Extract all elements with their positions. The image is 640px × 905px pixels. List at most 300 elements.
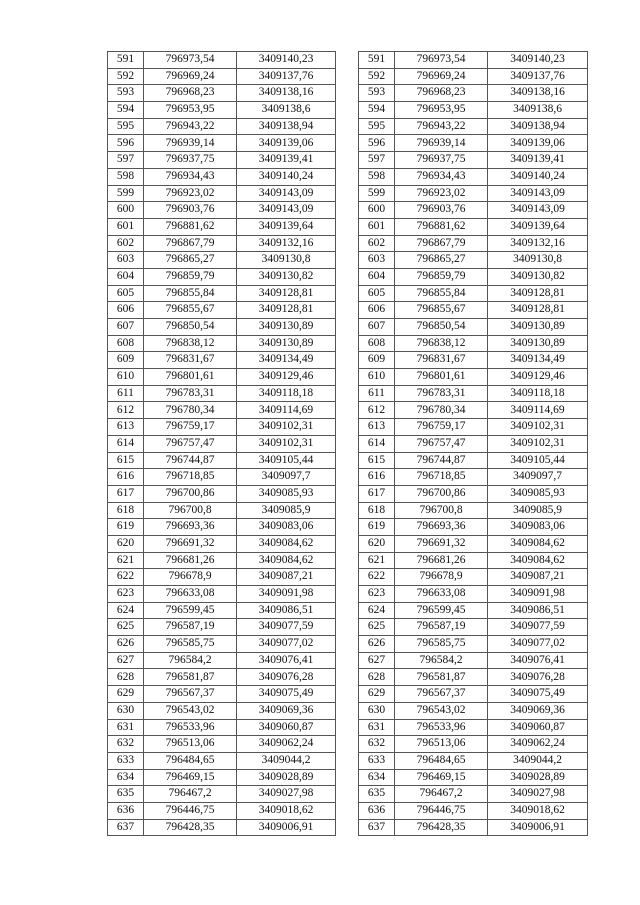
table-row xyxy=(108,619,336,636)
point-number-cell: 608 xyxy=(359,335,395,352)
table-row xyxy=(108,435,336,452)
y-coordinate-cell: 3409134,49 xyxy=(488,352,588,369)
x-coordinate-cell: 796780,34 xyxy=(395,402,488,419)
y-coordinate-cell: 3409087,21 xyxy=(488,569,588,586)
y-coordinate-cell: 3409138,6 xyxy=(237,102,336,119)
x-coordinate-cell: 796859,79 xyxy=(395,268,488,285)
table-row xyxy=(359,235,588,252)
point-number-cell: 634 xyxy=(108,769,144,786)
x-coordinate-cell: 796969,24 xyxy=(395,68,488,85)
point-number-cell: 595 xyxy=(108,118,144,135)
x-coordinate-cell: 796783,31 xyxy=(395,385,488,402)
x-coordinate-cell: 796467,2 xyxy=(395,786,488,803)
point-number-cell: 632 xyxy=(359,736,395,753)
x-coordinate-cell: 796633,08 xyxy=(144,586,237,603)
x-coordinate-cell: 796587,19 xyxy=(395,619,488,636)
table-row xyxy=(359,769,588,786)
y-coordinate-cell: 3409130,89 xyxy=(488,319,588,336)
y-coordinate-cell: 3409044,2 xyxy=(488,752,588,769)
y-coordinate-cell: 3409060,87 xyxy=(488,719,588,736)
table-row xyxy=(108,519,336,536)
table-row xyxy=(108,602,336,619)
point-number-cell: 619 xyxy=(359,519,395,536)
point-number-cell: 612 xyxy=(108,402,144,419)
table-row xyxy=(108,402,336,419)
x-coordinate-cell: 796599,45 xyxy=(395,602,488,619)
x-coordinate-cell: 796934,43 xyxy=(144,168,237,185)
y-coordinate-cell: 3409097,7 xyxy=(488,469,588,486)
y-coordinate-cell: 3409028,89 xyxy=(237,769,336,786)
x-coordinate-cell: 796759,17 xyxy=(395,419,488,436)
point-number-cell: 618 xyxy=(359,502,395,519)
x-coordinate-cell: 796543,02 xyxy=(395,702,488,719)
point-number-cell: 607 xyxy=(108,319,144,336)
y-coordinate-cell: 3409139,64 xyxy=(488,218,588,235)
table-row xyxy=(108,636,336,653)
point-number-cell: 598 xyxy=(359,168,395,185)
point-number-cell: 637 xyxy=(359,819,395,836)
y-coordinate-cell: 3409076,41 xyxy=(237,652,336,669)
point-number-cell: 629 xyxy=(359,686,395,703)
point-number-cell: 616 xyxy=(359,469,395,486)
point-number-cell: 611 xyxy=(359,385,395,402)
x-coordinate-cell: 796513,06 xyxy=(395,736,488,753)
y-coordinate-cell: 3409143,09 xyxy=(488,185,588,202)
point-number-cell: 609 xyxy=(359,352,395,369)
x-coordinate-cell: 796428,35 xyxy=(144,819,237,836)
table-row xyxy=(359,419,588,436)
table-row xyxy=(108,452,336,469)
y-coordinate-cell: 3409137,76 xyxy=(237,68,336,85)
table-row xyxy=(108,652,336,669)
y-coordinate-cell: 3409138,16 xyxy=(237,85,336,102)
y-coordinate-cell: 3409084,62 xyxy=(237,535,336,552)
x-coordinate-cell: 796533,96 xyxy=(144,719,237,736)
x-coordinate-cell: 796838,12 xyxy=(395,335,488,352)
table-row xyxy=(108,52,336,69)
point-number-cell: 632 xyxy=(108,736,144,753)
table-row xyxy=(108,268,336,285)
y-coordinate-cell: 3409118,18 xyxy=(488,385,588,402)
point-number-cell: 600 xyxy=(359,202,395,219)
table-row xyxy=(359,819,588,836)
y-coordinate-cell: 3409077,02 xyxy=(237,636,336,653)
x-coordinate-cell: 796467,2 xyxy=(144,786,237,803)
table-row xyxy=(108,686,336,703)
table-row xyxy=(108,702,336,719)
point-number-cell: 615 xyxy=(108,452,144,469)
y-coordinate-cell: 3409060,87 xyxy=(237,719,336,736)
x-coordinate-cell: 796969,24 xyxy=(144,68,237,85)
table-row xyxy=(359,185,588,202)
point-number-cell: 614 xyxy=(108,435,144,452)
y-coordinate-cell: 3409140,24 xyxy=(237,168,336,185)
x-coordinate-cell: 796850,54 xyxy=(395,319,488,336)
x-coordinate-cell: 796923,02 xyxy=(144,185,237,202)
y-coordinate-cell: 3409062,24 xyxy=(237,736,336,753)
x-coordinate-cell: 796585,75 xyxy=(144,636,237,653)
point-number-cell: 610 xyxy=(359,369,395,386)
y-coordinate-cell: 3409076,28 xyxy=(237,669,336,686)
table-row xyxy=(108,786,336,803)
point-number-cell: 630 xyxy=(359,702,395,719)
table-row xyxy=(359,535,588,552)
x-coordinate-cell: 796681,26 xyxy=(395,552,488,569)
point-number-cell: 629 xyxy=(108,686,144,703)
y-coordinate-cell: 3409129,46 xyxy=(488,369,588,386)
y-coordinate-cell: 3409006,91 xyxy=(237,819,336,836)
table-row xyxy=(359,252,588,269)
x-coordinate-cell: 796744,87 xyxy=(144,452,237,469)
y-coordinate-cell: 3409083,06 xyxy=(237,519,336,536)
y-coordinate-cell: 3409062,24 xyxy=(488,736,588,753)
table-row xyxy=(359,319,588,336)
point-number-cell: 636 xyxy=(359,802,395,819)
point-number-cell: 608 xyxy=(108,335,144,352)
point-number-cell: 637 xyxy=(108,819,144,836)
x-coordinate-cell: 796533,96 xyxy=(395,719,488,736)
x-coordinate-cell: 796700,86 xyxy=(144,485,237,502)
point-number-cell: 626 xyxy=(359,636,395,653)
point-number-cell: 601 xyxy=(108,218,144,235)
point-number-cell: 626 xyxy=(108,636,144,653)
point-number-cell: 633 xyxy=(108,752,144,769)
y-coordinate-cell: 3409128,81 xyxy=(488,302,588,319)
point-number-cell: 602 xyxy=(359,235,395,252)
y-coordinate-cell: 3409085,93 xyxy=(488,485,588,502)
table-row xyxy=(108,819,336,836)
y-coordinate-cell: 3409140,23 xyxy=(237,52,336,69)
x-coordinate-cell: 796968,23 xyxy=(395,85,488,102)
coordinate-table-right-body xyxy=(359,52,588,836)
y-coordinate-cell: 3409091,98 xyxy=(488,586,588,603)
table-row xyxy=(359,702,588,719)
point-number-cell: 605 xyxy=(359,285,395,302)
x-coordinate-cell: 796865,27 xyxy=(395,252,488,269)
x-coordinate-cell: 796757,47 xyxy=(395,435,488,452)
x-coordinate-cell: 796718,85 xyxy=(144,469,237,486)
table-row xyxy=(359,552,588,569)
x-coordinate-cell: 796953,95 xyxy=(395,102,488,119)
point-number-cell: 622 xyxy=(108,569,144,586)
x-coordinate-cell: 796855,67 xyxy=(144,302,237,319)
x-coordinate-cell: 796850,54 xyxy=(144,319,237,336)
point-number-cell: 603 xyxy=(108,252,144,269)
y-coordinate-cell: 3409075,49 xyxy=(488,686,588,703)
y-coordinate-cell: 3409132,16 xyxy=(488,235,588,252)
point-number-cell: 627 xyxy=(108,652,144,669)
point-number-cell: 619 xyxy=(108,519,144,536)
table-row xyxy=(108,252,336,269)
y-coordinate-cell: 3409075,49 xyxy=(237,686,336,703)
table-row xyxy=(108,302,336,319)
y-coordinate-cell: 3409139,06 xyxy=(237,135,336,152)
y-coordinate-cell: 3409102,31 xyxy=(488,419,588,436)
x-coordinate-cell: 796855,84 xyxy=(395,285,488,302)
y-coordinate-cell: 3409018,62 xyxy=(488,802,588,819)
y-coordinate-cell: 3409130,8 xyxy=(237,252,336,269)
table-row xyxy=(359,218,588,235)
point-number-cell: 594 xyxy=(108,102,144,119)
point-number-cell: 609 xyxy=(108,352,144,369)
x-coordinate-cell: 796484,65 xyxy=(144,752,237,769)
table-row xyxy=(359,569,588,586)
x-coordinate-cell: 796584,2 xyxy=(395,652,488,669)
point-number-cell: 635 xyxy=(108,786,144,803)
x-coordinate-cell: 796943,22 xyxy=(395,118,488,135)
x-coordinate-cell: 796691,32 xyxy=(395,535,488,552)
y-coordinate-cell: 3409130,82 xyxy=(237,268,336,285)
table-row xyxy=(108,102,336,119)
x-coordinate-cell: 796855,67 xyxy=(395,302,488,319)
y-coordinate-cell: 3409083,06 xyxy=(488,519,588,536)
table-row xyxy=(108,85,336,102)
table-row xyxy=(108,202,336,219)
y-coordinate-cell: 3409118,18 xyxy=(237,385,336,402)
x-coordinate-cell: 796678,9 xyxy=(395,569,488,586)
table-row xyxy=(359,335,588,352)
x-coordinate-cell: 796718,85 xyxy=(395,469,488,486)
y-coordinate-cell: 3409105,44 xyxy=(488,452,588,469)
y-coordinate-cell: 3409076,41 xyxy=(488,652,588,669)
table-row xyxy=(359,202,588,219)
y-coordinate-cell: 3409130,8 xyxy=(488,252,588,269)
table-row xyxy=(108,752,336,769)
y-coordinate-cell: 3409084,62 xyxy=(488,552,588,569)
x-coordinate-cell: 796831,67 xyxy=(144,352,237,369)
x-coordinate-cell: 796585,75 xyxy=(395,636,488,653)
point-number-cell: 597 xyxy=(108,152,144,169)
table-row xyxy=(359,369,588,386)
table-row xyxy=(359,68,588,85)
table-row xyxy=(359,352,588,369)
point-number-cell: 623 xyxy=(359,586,395,603)
x-coordinate-cell: 796584,2 xyxy=(144,652,237,669)
x-coordinate-cell: 796700,8 xyxy=(144,502,237,519)
x-coordinate-cell: 796513,06 xyxy=(144,736,237,753)
x-coordinate-cell: 796865,27 xyxy=(144,252,237,269)
table-row xyxy=(359,435,588,452)
table-row xyxy=(359,802,588,819)
table-row xyxy=(108,802,336,819)
point-number-cell: 600 xyxy=(108,202,144,219)
x-coordinate-cell: 796587,19 xyxy=(144,619,237,636)
point-number-cell: 593 xyxy=(108,85,144,102)
point-number-cell: 623 xyxy=(108,586,144,603)
table-row xyxy=(108,769,336,786)
y-coordinate-cell: 3409027,98 xyxy=(488,786,588,803)
y-coordinate-cell: 3409137,76 xyxy=(488,68,588,85)
table-row xyxy=(108,385,336,402)
table-row xyxy=(108,352,336,369)
point-number-cell: 603 xyxy=(359,252,395,269)
table-row xyxy=(359,118,588,135)
table-row xyxy=(108,669,336,686)
table-row xyxy=(108,118,336,135)
y-coordinate-cell: 3409044,2 xyxy=(237,752,336,769)
y-coordinate-cell: 3409114,69 xyxy=(488,402,588,419)
table-row xyxy=(359,152,588,169)
point-number-cell: 596 xyxy=(359,135,395,152)
coordinate-tables xyxy=(107,51,587,837)
point-number-cell: 597 xyxy=(359,152,395,169)
x-coordinate-cell: 796469,15 xyxy=(395,769,488,786)
y-coordinate-cell: 3409087,21 xyxy=(237,569,336,586)
x-coordinate-cell: 796678,9 xyxy=(144,569,237,586)
x-coordinate-cell: 796831,67 xyxy=(395,352,488,369)
x-coordinate-cell: 796757,47 xyxy=(144,435,237,452)
y-coordinate-cell: 3409027,98 xyxy=(237,786,336,803)
x-coordinate-cell: 796581,87 xyxy=(395,669,488,686)
y-coordinate-cell: 3409140,24 xyxy=(488,168,588,185)
x-coordinate-cell: 796939,14 xyxy=(144,135,237,152)
table-row xyxy=(108,736,336,753)
point-number-cell: 612 xyxy=(359,402,395,419)
point-number-cell: 618 xyxy=(108,502,144,519)
table-row xyxy=(108,335,336,352)
x-coordinate-cell: 796484,65 xyxy=(395,752,488,769)
point-number-cell: 624 xyxy=(359,602,395,619)
point-number-cell: 607 xyxy=(359,319,395,336)
y-coordinate-cell: 3409091,98 xyxy=(237,586,336,603)
table-row xyxy=(359,719,588,736)
x-coordinate-cell: 796934,43 xyxy=(395,168,488,185)
table-row xyxy=(359,636,588,653)
table-row xyxy=(359,135,588,152)
point-number-cell: 605 xyxy=(108,285,144,302)
x-coordinate-cell: 796581,87 xyxy=(144,669,237,686)
y-coordinate-cell: 3409077,02 xyxy=(488,636,588,653)
table-row xyxy=(359,469,588,486)
x-coordinate-cell: 796744,87 xyxy=(395,452,488,469)
table-row xyxy=(359,85,588,102)
y-coordinate-cell: 3409018,62 xyxy=(237,802,336,819)
point-number-cell: 630 xyxy=(108,702,144,719)
point-number-cell: 636 xyxy=(108,802,144,819)
y-coordinate-cell: 3409077,59 xyxy=(237,619,336,636)
table-row xyxy=(359,519,588,536)
table-row xyxy=(108,552,336,569)
table-row xyxy=(108,569,336,586)
point-number-cell: 595 xyxy=(359,118,395,135)
table-row xyxy=(108,586,336,603)
x-coordinate-cell: 796783,31 xyxy=(144,385,237,402)
table-row xyxy=(359,619,588,636)
point-number-cell: 601 xyxy=(359,218,395,235)
x-coordinate-cell: 796881,62 xyxy=(395,218,488,235)
x-coordinate-cell: 796567,37 xyxy=(144,686,237,703)
x-coordinate-cell: 796939,14 xyxy=(395,135,488,152)
point-number-cell: 634 xyxy=(359,769,395,786)
y-coordinate-cell: 3409139,06 xyxy=(488,135,588,152)
point-number-cell: 615 xyxy=(359,452,395,469)
y-coordinate-cell: 3409128,81 xyxy=(237,285,336,302)
table-row xyxy=(108,218,336,235)
point-number-cell: 617 xyxy=(359,485,395,502)
table-row xyxy=(108,485,336,502)
point-number-cell: 621 xyxy=(108,552,144,569)
point-number-cell: 620 xyxy=(108,535,144,552)
x-coordinate-cell: 796943,22 xyxy=(144,118,237,135)
table-row xyxy=(359,652,588,669)
y-coordinate-cell: 3409069,36 xyxy=(237,702,336,719)
y-coordinate-cell: 3409069,36 xyxy=(488,702,588,719)
point-number-cell: 591 xyxy=(108,52,144,69)
y-coordinate-cell: 3409086,51 xyxy=(237,602,336,619)
table-row xyxy=(359,786,588,803)
y-coordinate-cell: 3409006,91 xyxy=(488,819,588,836)
point-number-cell: 613 xyxy=(108,419,144,436)
x-coordinate-cell: 796446,75 xyxy=(144,802,237,819)
table-row xyxy=(108,185,336,202)
x-coordinate-cell: 796801,61 xyxy=(144,369,237,386)
x-coordinate-cell: 796469,15 xyxy=(144,769,237,786)
coordinate-table-left xyxy=(107,51,336,836)
y-coordinate-cell: 3409085,9 xyxy=(488,502,588,519)
point-number-cell: 627 xyxy=(359,652,395,669)
x-coordinate-cell: 796937,75 xyxy=(395,152,488,169)
x-coordinate-cell: 796838,12 xyxy=(144,335,237,352)
y-coordinate-cell: 3409114,69 xyxy=(237,402,336,419)
table-row xyxy=(108,469,336,486)
x-coordinate-cell: 796953,95 xyxy=(144,102,237,119)
table-row xyxy=(108,68,336,85)
point-number-cell: 622 xyxy=(359,569,395,586)
y-coordinate-cell: 3409086,51 xyxy=(488,602,588,619)
x-coordinate-cell: 796968,23 xyxy=(144,85,237,102)
y-coordinate-cell: 3409076,28 xyxy=(488,669,588,686)
point-number-cell: 592 xyxy=(359,68,395,85)
x-coordinate-cell: 796759,17 xyxy=(144,419,237,436)
y-coordinate-cell: 3409143,09 xyxy=(237,185,336,202)
table-row xyxy=(359,736,588,753)
x-coordinate-cell: 796543,02 xyxy=(144,702,237,719)
y-coordinate-cell: 3409130,89 xyxy=(488,335,588,352)
y-coordinate-cell: 3409102,31 xyxy=(237,435,336,452)
x-coordinate-cell: 796693,36 xyxy=(395,519,488,536)
point-number-cell: 611 xyxy=(108,385,144,402)
y-coordinate-cell: 3409128,81 xyxy=(237,302,336,319)
point-number-cell: 628 xyxy=(359,669,395,686)
x-coordinate-cell: 796903,76 xyxy=(395,202,488,219)
x-coordinate-cell: 796923,02 xyxy=(395,185,488,202)
table-row xyxy=(359,602,588,619)
point-number-cell: 594 xyxy=(359,102,395,119)
y-coordinate-cell: 3409084,62 xyxy=(237,552,336,569)
x-coordinate-cell: 796681,26 xyxy=(144,552,237,569)
table-row xyxy=(359,385,588,402)
y-coordinate-cell: 3409028,89 xyxy=(488,769,588,786)
y-coordinate-cell: 3409140,23 xyxy=(488,52,588,69)
table-row xyxy=(359,452,588,469)
y-coordinate-cell: 3409143,09 xyxy=(237,202,336,219)
point-number-cell: 628 xyxy=(108,669,144,686)
point-number-cell: 604 xyxy=(359,268,395,285)
x-coordinate-cell: 796867,79 xyxy=(395,235,488,252)
y-coordinate-cell: 3409085,93 xyxy=(237,485,336,502)
point-number-cell: 606 xyxy=(108,302,144,319)
y-coordinate-cell: 3409138,94 xyxy=(237,118,336,135)
table-row xyxy=(108,535,336,552)
y-coordinate-cell: 3409138,6 xyxy=(488,102,588,119)
x-coordinate-cell: 796937,75 xyxy=(144,152,237,169)
point-number-cell: 621 xyxy=(359,552,395,569)
x-coordinate-cell: 796973,54 xyxy=(395,52,488,69)
point-number-cell: 598 xyxy=(108,168,144,185)
y-coordinate-cell: 3409143,09 xyxy=(488,202,588,219)
point-number-cell: 602 xyxy=(108,235,144,252)
y-coordinate-cell: 3409139,64 xyxy=(237,218,336,235)
